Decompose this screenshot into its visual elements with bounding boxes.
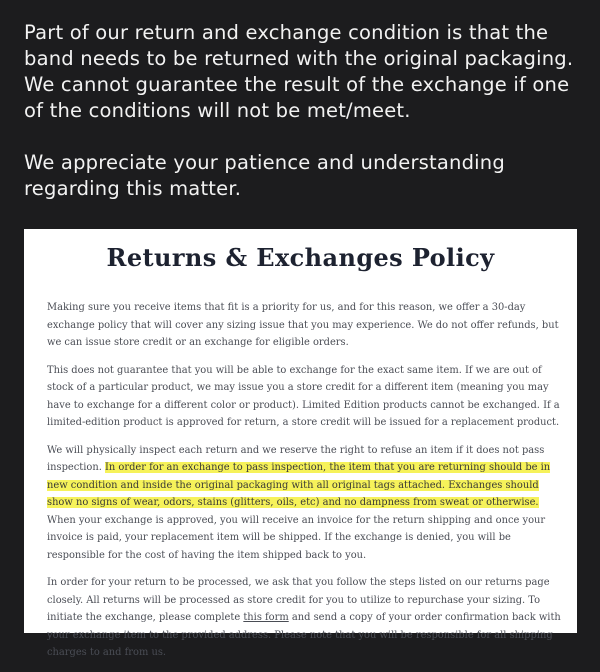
policy-paragraph — [47, 574, 562, 662]
highlighted-text: In order for an exchange to pass inspection, the item that you are returning should be in new condition and inside the original packaging with all original tags attached. Exchanges should show no signs of wear, odors, stains (glitters, oils, etc) and no dampness from sweat or otherwise. — [47, 462, 551, 508]
message-paragraph: We appreciate your patience and understanding regarding this matter. — [24, 151, 505, 200]
policy-body — [47, 299, 562, 672]
chat-message — [24, 20, 584, 228]
policy-text: In order for your return to be processed, we ask that you follow the steps listed on our returns page closely. All returns will be processed as store credit for you to utilize to repurchase your sizing. To initiate the exchange, please complete — [47, 577, 550, 623]
policy-paragraph: This does not guarantee that you will be able to exchange for the exact same item. If we are out of stock of a particular product, we may issue you a store credit for a different item (meaning you may have to exchange for a different color or product). Limited Edition products cannot be exchanged. If a limited-edition product is approved for return, a store credit will be issued for a replacement product. — [47, 364, 560, 428]
message-paragraph: Part of our return and exchange condition is that the band needs to be returned with the original packaging. We cannot guarantee the result of the exchange if one of the conditions will not be met/meet. — [24, 21, 574, 122]
form-link[interactable]: this form — [243, 612, 289, 623]
policy-screenshot[interactable] — [24, 229, 577, 658]
policy-text: and send a copy of your order confirmation back with your exchange item to the provided address. Please note that you will be responsible for all shipping charges to and from us. — [47, 612, 561, 658]
policy-text: When your exchange is approved, you will receive an invoice for the return shipping and once your invoice is paid, your replacement item will be shipped. If the exchange is denied, you will be responsible for the cost of having the item shipped back to you. — [47, 514, 546, 561]
policy-text: We will physically inspect each return and we reserve the right to refuse an item if it does not pass inspection. — [47, 444, 545, 473]
policy-title: Returns & Exchanges Policy — [106, 243, 495, 272]
policy-paragraph: Making sure you receive items that fit is a priority for us, and for this reason, we offer a 30-day exchange policy that will cover any sizing issue that you may experience. We do not offer refunds, but we can issue store credit or an exchange for eligible orders. — [47, 302, 559, 348]
policy-paragraph — [47, 442, 562, 565]
